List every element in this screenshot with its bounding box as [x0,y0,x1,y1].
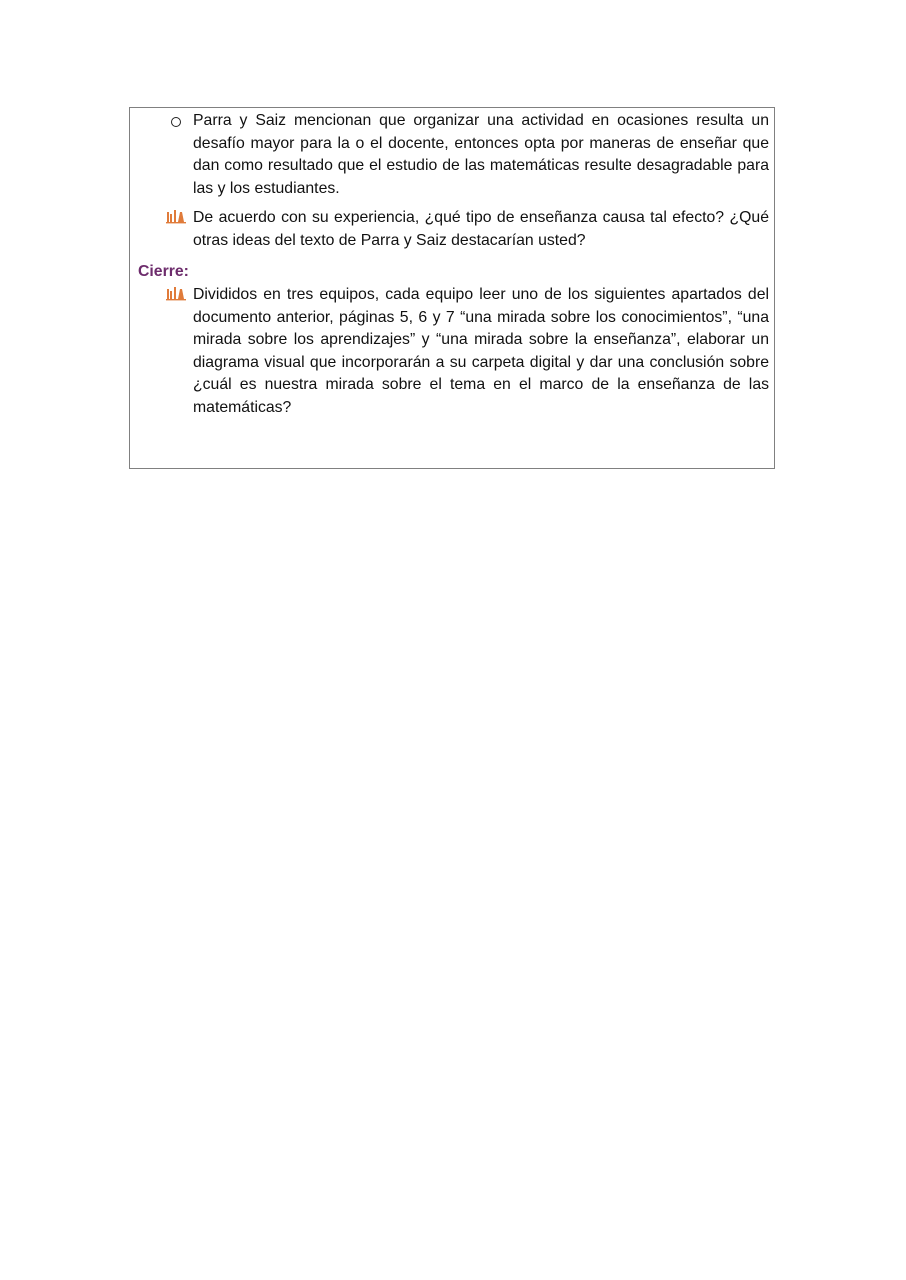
books-icon [165,284,187,304]
closing-list-item: Divididos en tres equipos, cada equipo leer uno de los siguientes apartados del documento anterior, páginas 5, 6 y 7 “una mirada sobre los conocimientos”, “una mirada sobre los aprendizajes” y “una mirada sobre la enseñanza”, elaborar un diagrama visual que incorporarán a su carpeta digital y dar una conclusión sobre ¿cuál es nuestra mirada sobre el tema en el marco de la enseñanza de las matemáticas? [193,286,769,416]
activity-box [129,107,775,469]
section-heading-cierre: Cierre: [138,263,189,280]
circle-bullet-icon [165,112,187,132]
list-item-1: Parra y Saiz mencionan que organizar una actividad en ocasiones resulta un desafío mayor para la o el docente, entonces opta por maneras de enseñar que dan como resultado que el estudio de las matemáticas resulte desagradable para las y los estudiantes. [193,112,769,197]
list-item-2: De acuerdo con su experiencia, ¿qué tipo de enseñanza causa tal efecto? ¿Qué otras ideas del texto de Parra y Saiz destacarían usted? [193,209,769,249]
books-icon [165,207,187,227]
